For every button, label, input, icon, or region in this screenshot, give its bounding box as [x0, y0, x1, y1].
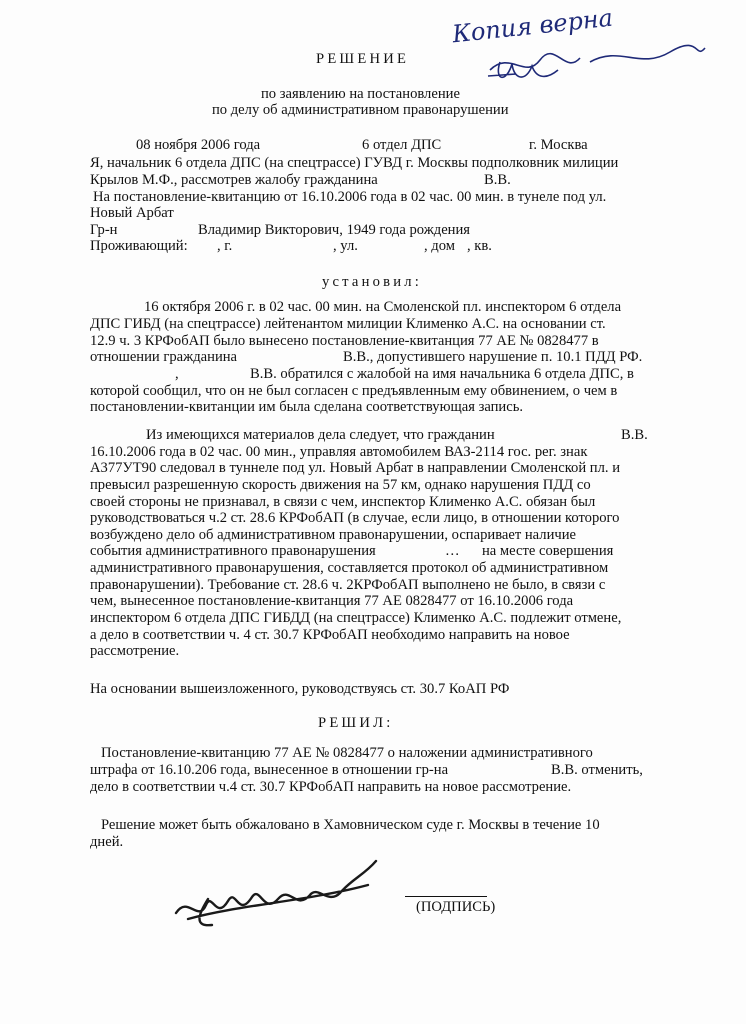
- header-date: 08 ноября 2006 года: [136, 137, 261, 153]
- p3-line-7: возбуждено дело об административном правонарушении, оспаривает наличие: [90, 527, 577, 543]
- decision-line-1: Постановление-квитанцию 77 АЕ № 0828477 о наложении административного: [101, 745, 593, 761]
- p3-line-1a: Из имеющихся материалов дела следует, что гражданин: [146, 427, 495, 443]
- intro-line-1: Я, начальник 6 отдела ДПС (на спецтрассе) ГУВД г. Москвы подполковник милиции: [90, 155, 619, 171]
- p1-line-4a: отношении гражданина: [90, 349, 238, 365]
- p3-line-2: 16.10.2006 года в 02 час. 00 мин., управляя автомобилем ВАЗ-2114 гос. рег. знак: [90, 444, 588, 460]
- p1-line-2: ДПС ГИБД (на спецтрассе) лейтенантом милиции Клименко А.С. на основании ст.: [90, 316, 606, 332]
- signature-caption: (ПОДПИСЬ): [416, 899, 496, 915]
- intro-line-2: Крылов М.Ф., рассмотрев жалобу гражданина: [90, 172, 378, 188]
- address-apt: , кв.: [467, 238, 492, 254]
- p3-line-8b: на месте совершения: [482, 543, 614, 559]
- p2-line-3: постановлении-квитанции им была сделана соответствующая запись.: [90, 399, 524, 415]
- p3-line-14: рассмотрение.: [90, 643, 180, 659]
- signature-line: [405, 896, 487, 897]
- header-department: 6 отдел ДПС: [362, 137, 442, 153]
- basis-line: На основании вышеизложенного, руководствуясь ст. 30.7 КоАП РФ: [90, 681, 510, 697]
- header-city: г. Москва: [529, 137, 588, 153]
- p3-line-4: превысил разрешенную скорость движения на 57 км, однако нарушения ПДД со: [90, 477, 591, 493]
- p3-line-5: своей стороны не признавал, в связи с чем, инспектор Клименко А.С. обязан был: [90, 494, 596, 510]
- person-label: Гр-н: [90, 222, 118, 238]
- address-label: Проживающий:: [90, 238, 188, 254]
- address-house: , дом: [424, 238, 455, 254]
- handwritten-signature: [168, 855, 398, 935]
- p3-line-10: правонарушении). Требование ст. 28.6 ч. 2КРФобАП выполнено не было, в связи с: [90, 577, 606, 593]
- handwritten-note: Копия верна: [450, 3, 615, 49]
- p3-line-9: административного правонарушения, составляется протокол об административном: [90, 560, 609, 576]
- appeal-line-1: Решение может быть обжаловано в Хамовническом суде г. Москвы в течение 10: [101, 817, 600, 833]
- p3-line-6: руководствоваться ч.2 ст. 28.6 КРФобАП (в случае, если лицо, в отношении которого: [90, 510, 620, 526]
- address-street: , ул.: [333, 238, 358, 254]
- subtitle-line-2: по делу об административном правонарушении: [212, 102, 509, 118]
- established-heading: установил:: [322, 274, 422, 290]
- p3-line-3: А377УТ90 следовал в туннеле под ул. Новый Арбат в направлении Смоленской пл. и: [90, 460, 620, 476]
- decision-line-3: дело в соответствии ч.4 ст. 30.7 КРФобАП направить на новое рассмотрение.: [90, 779, 572, 795]
- p2-line-2: которой сообщил, что он не был согласен с предъявленным ему обвинением, о чем в: [90, 383, 618, 399]
- decision-line-2b: В.В. отменить,: [551, 762, 643, 778]
- decided-heading: РЕШИЛ:: [318, 715, 394, 731]
- intro-line-4: Новый Арбат: [90, 205, 174, 221]
- handwritten-initials: [486, 58, 566, 88]
- p2-line-1: В.В. обратился с жалобой на имя начальника 6 отдела ДПС, в: [250, 366, 634, 382]
- p3-line-8a: события административного правонарушения: [90, 543, 376, 559]
- document-title: РЕШЕНИЕ: [316, 51, 410, 67]
- person-name: Владимир Викторович, 1949 года рождения: [198, 222, 471, 238]
- p3-line-1b: В.В.: [621, 427, 648, 443]
- p1-line-4b: В.В., допустившего нарушение п. 10.1 ПДД РФ.: [343, 349, 643, 365]
- p1-line-3: 12.9 ч. 3 КРФобАП было вынесено постановление-квитанция 77 АЕ № 0828477 в: [90, 333, 599, 349]
- p3-line-13: а дело в соответствии ч. 4 ст. 30.7 КРФобАП необходимо направить на новое: [90, 627, 570, 643]
- intro-initials: В.В.: [484, 172, 511, 188]
- p2-comma: ,: [175, 366, 179, 382]
- decision-line-2a: штрафа от 16.10.206 года, вынесенное в отношении гр-на: [90, 762, 449, 778]
- appeal-line-2: дней.: [90, 834, 124, 850]
- intro-line-3: На постановление-квитанцию от 16.10.2006 года в 02 час. 00 мин. в тунеле под ул.: [93, 189, 607, 205]
- p1-line-1: 16 октября 2006 г. в 02 час. 00 мин. на Смоленской пл. инспектором 6 отдела: [144, 299, 622, 315]
- subtitle-line-1: по заявлению на постановление: [261, 86, 460, 102]
- address-city: , г.: [217, 238, 233, 254]
- p3-line-12: инспектором 6 отдела ДПС ГИБДД (на спецтрассе) Клименко А.С. подлежит отмене,: [90, 610, 622, 626]
- p3-line-11: чем, вынесенное постановление-квитанция 77 АЕ 0828477 от 16.10.2006 года: [90, 593, 574, 609]
- p3-line-8-ellipsis: …: [445, 543, 460, 559]
